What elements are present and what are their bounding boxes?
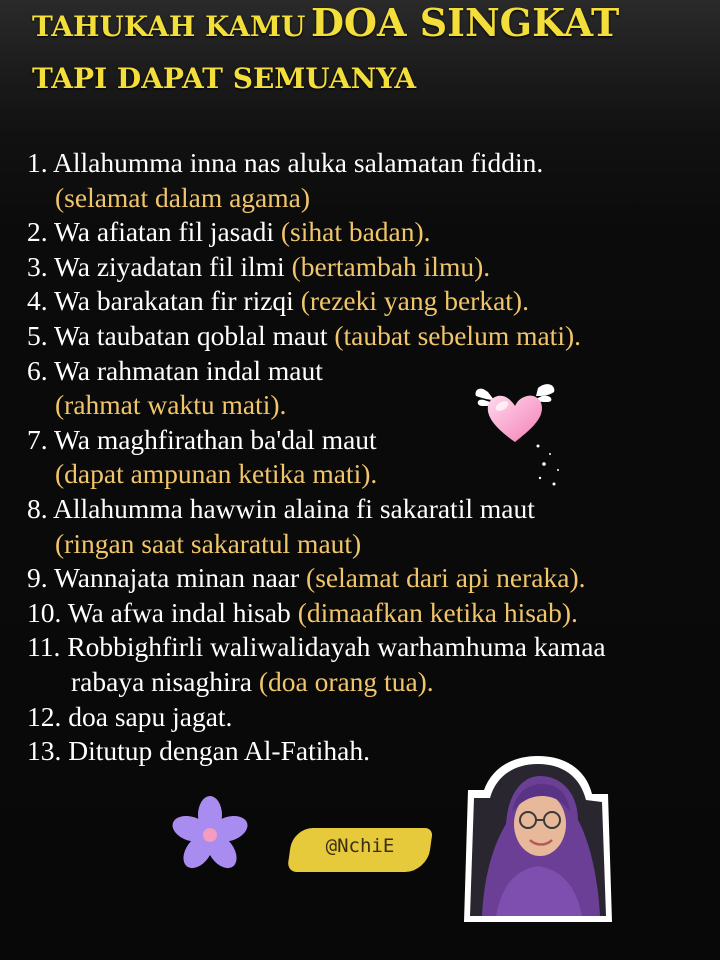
item-text: 7. Wa maghfirathan ba'dal maut (27, 423, 377, 455)
list-item-translation (27, 181, 707, 216)
item-text: 2. Wa afiatan fil jasadi (27, 216, 281, 248)
item-text: 1. Allahumma inna nas aluka salamatan fiddin. (27, 147, 544, 178)
item-text: 13. Ditutup dengan Al-Fatihah. (27, 735, 370, 767)
item-text: 10. Wa afwa indal hisab (27, 596, 298, 628)
prayer-list (27, 146, 707, 769)
item-translation: (rezeki yang berkat). (300, 285, 529, 317)
list-item-translation (27, 457, 707, 492)
list-item (27, 354, 707, 389)
title-part-2: DOA SINGKAT (310, 0, 620, 45)
list-item (27, 630, 707, 665)
item-text: 3. Wa ziyadatan fil ilmi (27, 250, 292, 282)
item-text: 6. Wa rahmatan indal maut (27, 354, 323, 386)
flower-icon (170, 795, 250, 875)
list-item (27, 250, 707, 285)
list-item (27, 319, 707, 354)
item-translation: (ringan saat sakaratul maut) (55, 527, 362, 559)
item-translation: (dapat ampunan ketika mati). (55, 458, 378, 490)
list-item (27, 700, 707, 735)
list-item-translation (27, 527, 707, 562)
item-translation: (selamat dari api neraka). (306, 562, 586, 594)
item-text: rabaya nisaghira (71, 665, 259, 697)
watermark-text: @NchiE (325, 835, 395, 857)
item-text: 12. doa sapu jagat. (27, 700, 233, 732)
item-translation: (bertambah ilmu). (291, 250, 491, 282)
list-item (27, 284, 707, 319)
watermark-tag (290, 828, 430, 872)
item-translation: (taubat sebelum mati). (334, 319, 581, 351)
sparkle-icon (530, 440, 570, 490)
page-title (32, 0, 619, 45)
item-translation: (rahmat waktu mati). (55, 389, 287, 421)
item-text: 5. Wa taubatan qoblal maut (27, 319, 335, 351)
list-item (27, 146, 707, 181)
list-item (27, 215, 707, 250)
item-text: 4. Wa barakatan fir rizqi (27, 285, 301, 317)
item-text: 8. Allahumma hawwin alaina fi sakaratil maut (27, 492, 535, 524)
list-item-continuation (27, 665, 707, 700)
item-text: 11. Robbighfirli waliwalidayah warhamhuma kamaa (27, 631, 606, 663)
avatar-photo (462, 754, 614, 924)
item-translation: (dimaafkan ketika hisab). (297, 596, 578, 628)
list-item (27, 423, 707, 458)
item-text: 9. Wannajata minan naar (27, 562, 307, 594)
list-item (27, 561, 707, 596)
list-item (27, 492, 707, 527)
item-translation: (sihat badan). (280, 216, 431, 248)
item-translation: (doa orang tua). (258, 665, 434, 697)
title-part-1: TAHUKAH KAMU (32, 10, 306, 43)
list-item-translation (27, 388, 707, 423)
item-translation: (selamat dalam agama) (55, 181, 311, 213)
page-subtitle: TAPI DAPAT SEMUANYA (32, 62, 417, 95)
list-item (27, 596, 707, 631)
